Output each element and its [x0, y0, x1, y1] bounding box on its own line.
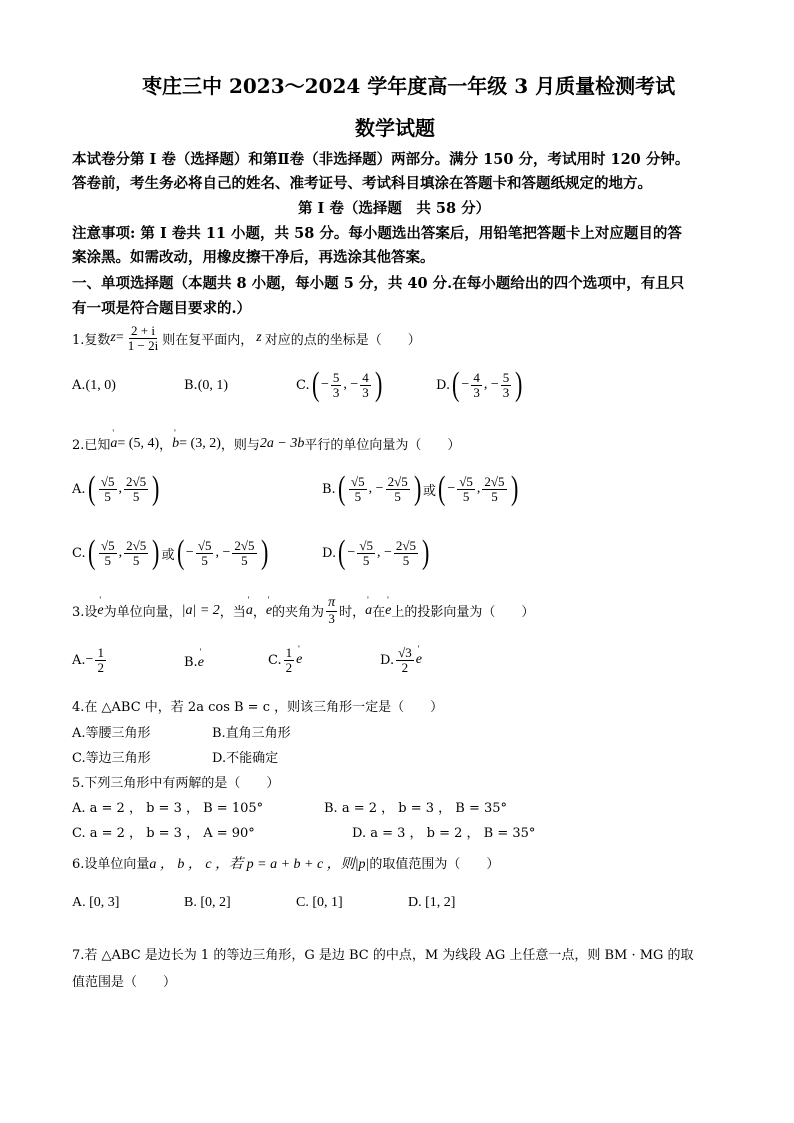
- exam-subtitle: 数学试题: [355, 116, 435, 140]
- q1-d-frac-1: $\frac{4}{3}$: [473, 369, 480, 400]
- q1-option-b-label: B.: [184, 378, 198, 393]
- q1-numerator: 2 + i: [131, 323, 155, 338]
- q1-z: z: [110, 330, 116, 346]
- q5-option-d: D. a = 3 ， b = 2 ， B = 35°: [352, 826, 536, 841]
- exam-title: 枣庄三中 2023～2024 学年度高一年级 3 月质量检测考试: [142, 74, 676, 98]
- part1-line-2: 有一项是符合题目要求的.）: [72, 300, 252, 317]
- q1-option-b: [184, 378, 228, 394]
- q2-option-b-label: B.: [322, 481, 336, 497]
- question-3-stem: 3.设 ' e 为单位向量， |a| = 2 ，当 ' a ， ' e 的夹角为 $\frac{\pi}{3}$ 时， ' a 在 ' e 上的投影向量为（ ）: [72, 596, 534, 625]
- q1-prefix: 1.复数: [72, 332, 111, 348]
- q3-option-d: D. $\frac{√3}{2}$ ' e: [380, 646, 422, 674]
- q1-fraction: [126, 324, 160, 352]
- q1-option-c: C. ( − $\frac{5}{3}$ , − $\frac{4}{3}$ ): [296, 366, 383, 403]
- question-5-stem: 5.下列三角形中有两解的是（ ）: [72, 776, 280, 791]
- q2-option-c-label: C.: [72, 545, 86, 561]
- q4-option-d: D.不能确定: [212, 751, 279, 766]
- q3-option-c: C. $\frac{1}{2}$ ' e: [268, 646, 302, 674]
- q6-abs-p: |p|: [354, 857, 370, 872]
- q1-option-c-label: C.: [296, 377, 310, 393]
- q1-option-b-value: (0, 1): [197, 378, 229, 393]
- q1-z-2: z: [256, 330, 262, 346]
- q3-option-a: A. − $\frac{1}{2}$: [72, 645, 104, 675]
- q2-b-value: = (3, 2): [179, 435, 221, 451]
- question-4-stem: 4.在 △ABC 中，若 2a cos B = c ，则该三角形一定是（ ）: [72, 700, 444, 715]
- q1-option-a-value: (1, 0): [85, 378, 116, 393]
- question-7-line-1: 7.若 △ABC 是边长为 1 的等边三角形，G 是边 BC 的中点，M 为线段 AG 上任意一点，则 BM · MG 的取: [72, 948, 694, 963]
- q6-option-c: C. [0, 1]: [296, 895, 343, 910]
- q5-option-a: A. a = 2 ， b = 3 ， B = 105°: [72, 801, 264, 816]
- q2-expression: 2a − 3b: [259, 435, 305, 451]
- q1-option-d: D. ( − $\frac{4}{3}$ , − $\frac{5}{3}$ ): [436, 366, 523, 403]
- q6-option-d: D. [1, 2]: [408, 895, 456, 910]
- q1-c-frac-2: $\frac{4}{3}$: [362, 369, 369, 400]
- q1-eq: =: [115, 330, 124, 346]
- q1-option-a-label: A.: [72, 378, 86, 393]
- q2-option-a-label: A.: [72, 481, 86, 497]
- q5-option-c: C. a = 2 ， b = 3 ， A = 90°: [72, 826, 255, 841]
- q6-option-b: B. [0, 2]: [184, 895, 231, 910]
- q2-option-a: A. ( $\frac{√5}{5}$ , $\frac{2√5}{5}$ ): [72, 470, 160, 507]
- q3-abs-a: |a| = 2: [181, 602, 220, 618]
- q2-vector-b: ' b: [172, 436, 179, 452]
- intro-line-1: 本试卷分第 I 卷（选择题）和第Ⅱ卷（非选择题）两部分。满分 150 分，考试用时 120 分钟。: [72, 151, 690, 168]
- section-header: 第 I 卷（选择题 共 58 分）: [298, 200, 491, 217]
- q1-d-frac-2: $\frac{5}{3}$: [502, 369, 510, 400]
- intro-line-2: 答卷前，考生务必将自己的姓名、准考证号、考试科目填涂在答题卡和答题纸规定的地方。: [72, 175, 652, 192]
- q1-option-a: [72, 378, 116, 394]
- q3-vector-e: ' e: [97, 603, 103, 619]
- question-7-line-2: 值范围是（ ）: [72, 975, 177, 990]
- q1-option-d-label: D.: [436, 377, 451, 393]
- part1-line-1: 一、单项选择题（本题共 8 小题，每小题 5 分，共 40 分.在每小题给出的四个选项中，有且只: [72, 275, 685, 292]
- q1-c-frac-1: $\frac{5}{3}$: [332, 369, 340, 400]
- question-1-stem: [72, 324, 421, 352]
- q4-option-c: C.等边三角形: [72, 751, 151, 766]
- q2-option-d-label: D.: [322, 545, 337, 561]
- question-6-stem: 6.设单位向量a ， b ， c ，若 p = a + b + c ，则|p|的取值范围为（ ）: [72, 857, 500, 872]
- q2-vector-a: ' a: [110, 436, 117, 452]
- q2-a-value: = (5, 4): [117, 435, 160, 451]
- question-2-stem: 2.已知 ' a = (5, 4) ， ' b = (3, 2) ，则与 2a − 3b 平行的单位向量为（ ）: [72, 434, 460, 453]
- notice-line-2: 案涂黑。如需改动，用橡皮擦干净后，再选涂其他答案。: [72, 249, 435, 266]
- q4-option-a: A.等腰三角形: [72, 726, 151, 741]
- q6-vectors: a ， b ， c ，若 p = a + b + c ，则: [149, 857, 355, 872]
- q1-post: 则在复平面内，: [162, 332, 254, 348]
- q3-option-b: B.' e: [184, 655, 204, 671]
- q4-option-b: B.直角三角形: [212, 726, 291, 741]
- q2-option-b: B. ( $\frac{√5}{5}$ , − $\frac{2√5}{5}$ ) 或 ( − $\frac{√5}{5}$ , $\frac{2√5}{5}$ ): [322, 470, 518, 507]
- q5-option-b: B. a = 2 ， b = 3 ， B = 35°: [324, 801, 508, 816]
- q2-prefix: 2.已知: [72, 438, 111, 453]
- notice-line-1: 注意事项: 第 I 卷共 11 小题，共 58 分。每小题选出答案后，用铅笔把答题卡上对应题目的答: [72, 225, 682, 242]
- q2-option-d: D. ( − $\frac{√5}{5}$ , − $\frac{2√5}{5}$ ): [322, 534, 430, 571]
- q1-post2: 对应的点的坐标是（ ）: [264, 332, 421, 348]
- q3-pi-over-3: $\frac{\pi}{3}$: [328, 595, 336, 626]
- q1-denominator: 1 − 2i: [127, 337, 159, 353]
- q2-option-c: C. ( $\frac{√5}{5}$ , $\frac{2√5}{5}$ ) 或 ( − $\frac{√5}{5}$ , − $\frac{2√5}{5}$ ): [72, 534, 268, 571]
- q6-option-a: A. [0, 3]: [72, 895, 120, 910]
